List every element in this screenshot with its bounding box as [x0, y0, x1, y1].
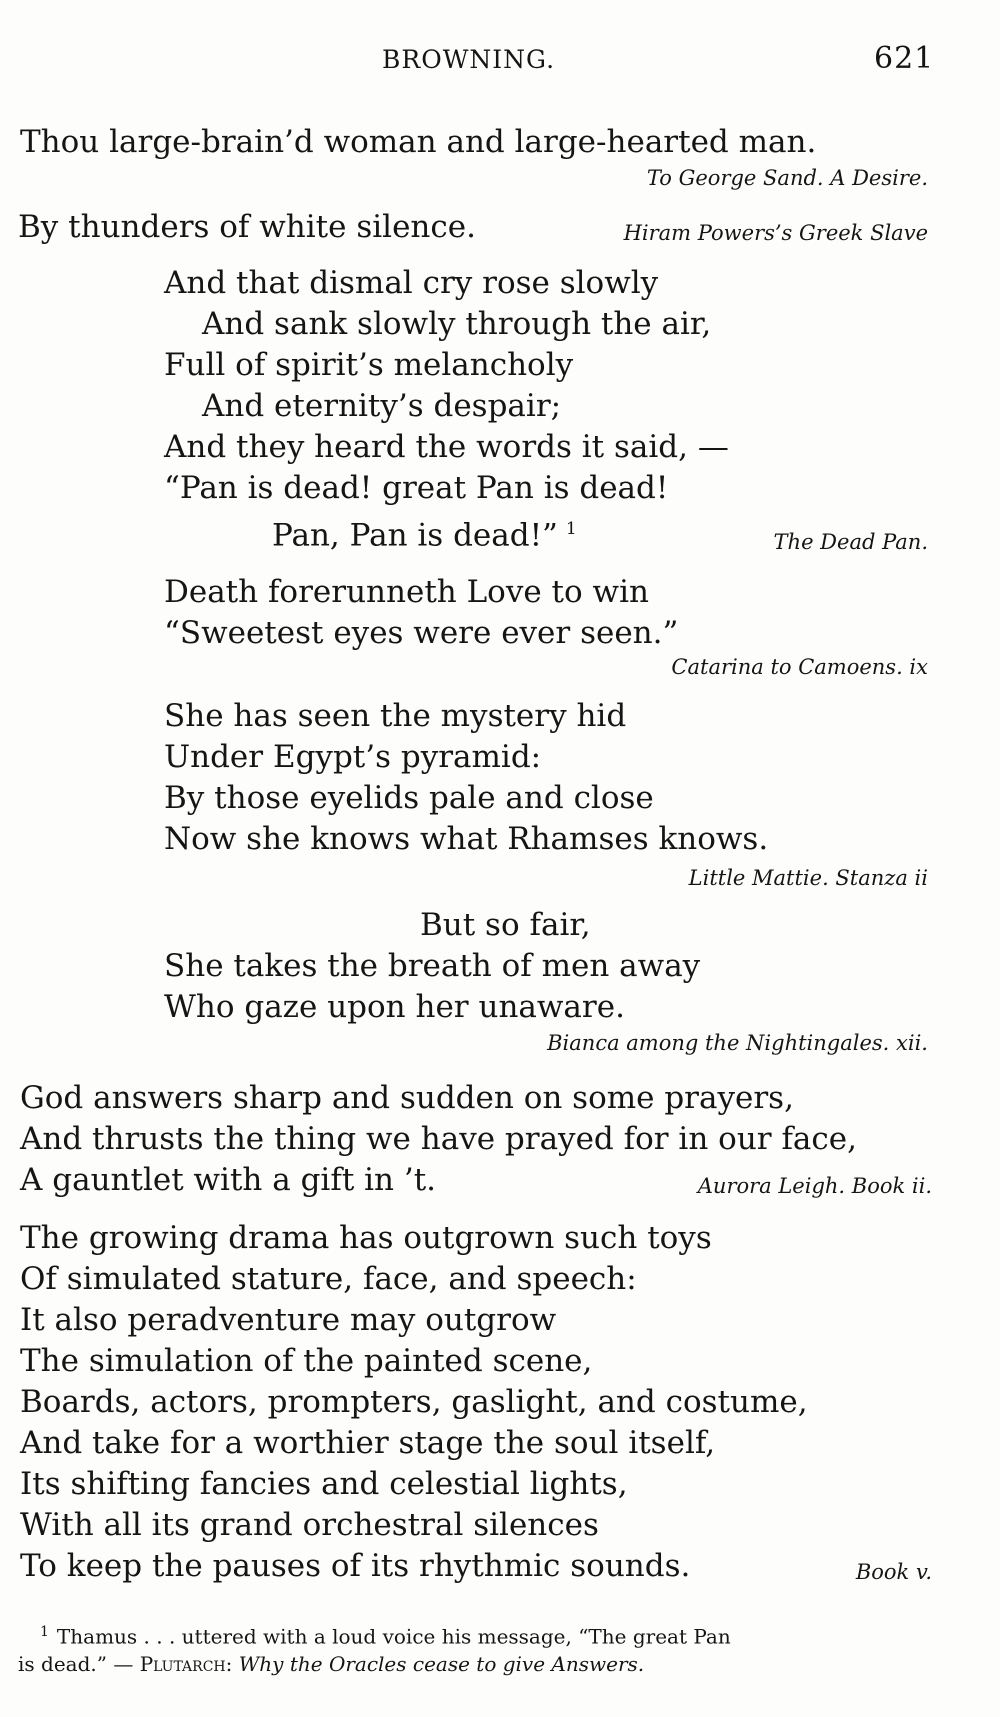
verse-line: Pan, Pan is dead!” $^1$ — [272, 517, 577, 554]
running-head: BROWNING. — [382, 45, 556, 74]
verse-line: Of simulated stature, face, and speech: — [20, 1261, 637, 1297]
verse-line: Thou large-brain’d woman and large-hearted man. — [20, 124, 817, 160]
footnote-punct: : — [225, 1652, 233, 1676]
footnote-line-1 — [40, 1624, 731, 1649]
verse-line: A gauntlet with a gift in ’t. — [20, 1162, 437, 1198]
footnote-number: 1 — [40, 1624, 49, 1640]
page-number: 621 — [874, 41, 935, 76]
verse-line: Now she knows what Rhamses knows. — [164, 821, 769, 857]
verse-line: “Pan is dead! great Pan is dead! — [164, 470, 669, 506]
footnote-marker: 1 — [565, 519, 577, 539]
quotation-source: Little Mattie. Stanza ii — [688, 866, 928, 890]
quotation-source: Book v. — [855, 1560, 932, 1584]
verse-line: She takes the breath of men away — [164, 948, 701, 984]
verse-line: Under Egypt’s pyramid: — [164, 739, 542, 775]
verse-line: By those eyelids pale and close — [164, 780, 654, 816]
verse-line: “Sweetest eyes were ever seen.” — [164, 615, 679, 651]
verse-line: And eternity’s despair; — [202, 388, 562, 424]
verse-line: She has seen the mystery hid — [164, 698, 627, 734]
verse-line: Full of spirit’s melancholy — [164, 347, 574, 383]
verse-line: The simulation of the painted scene, — [20, 1343, 593, 1379]
verse-line: Who gaze upon her unaware. — [164, 989, 625, 1025]
verse-line: The growing drama has outgrown such toys — [20, 1220, 712, 1256]
verse-line: By thunders of white silence. — [18, 209, 476, 245]
footnote-work-title: Why the Oracles cease to give Answers. — [238, 1652, 645, 1676]
quotation-source: Catarina to Camoens. ix — [671, 655, 928, 679]
verse-line: But so fair, — [420, 907, 591, 943]
quotation-source: The Dead Pan. — [773, 530, 928, 554]
verse-line: With all its grand orchestral silences — [20, 1507, 599, 1543]
verse-line: And that dismal cry rose slowly — [164, 265, 659, 301]
quotation-source: Hiram Powers’s Greek Slave — [623, 221, 928, 245]
quotation-source: To George Sand. A Desire. — [646, 166, 928, 190]
footnote-text: is dead.” — — [18, 1652, 140, 1676]
verse-line: And they heard the words it said, — — [164, 429, 729, 465]
quotation-source: Bianca among the Nightingales. xii. — [547, 1031, 928, 1055]
verse-line: Death forerunneth Love to win — [164, 574, 649, 610]
verse-line: Boards, actors, prompters, gaslight, and costume, — [20, 1384, 808, 1420]
verse-line: And thrusts the thing we have prayed for in our face, — [20, 1121, 857, 1157]
footnote-line-2 — [18, 1652, 644, 1676]
verse-line: It also peradventure may outgrow — [20, 1302, 557, 1338]
quotation-source: Aurora Leigh. Book ii. — [697, 1174, 932, 1198]
verse-line: And sank slowly through the air, — [202, 306, 712, 342]
verse-line: And take for a worthier stage the soul itself, — [20, 1425, 716, 1461]
verse-line: God answers sharp and sudden on some prayers, — [20, 1080, 794, 1116]
footnote-author: Plutarch — [139, 1652, 226, 1676]
footnote-text: Thamus . . . uttered with a loud voice his message, “The great Pan — [56, 1624, 731, 1649]
verse-line: Its shifting fancies and celestial lights, — [20, 1466, 628, 1502]
verse-line: To keep the pauses of its rhythmic sounds. — [20, 1548, 691, 1584]
